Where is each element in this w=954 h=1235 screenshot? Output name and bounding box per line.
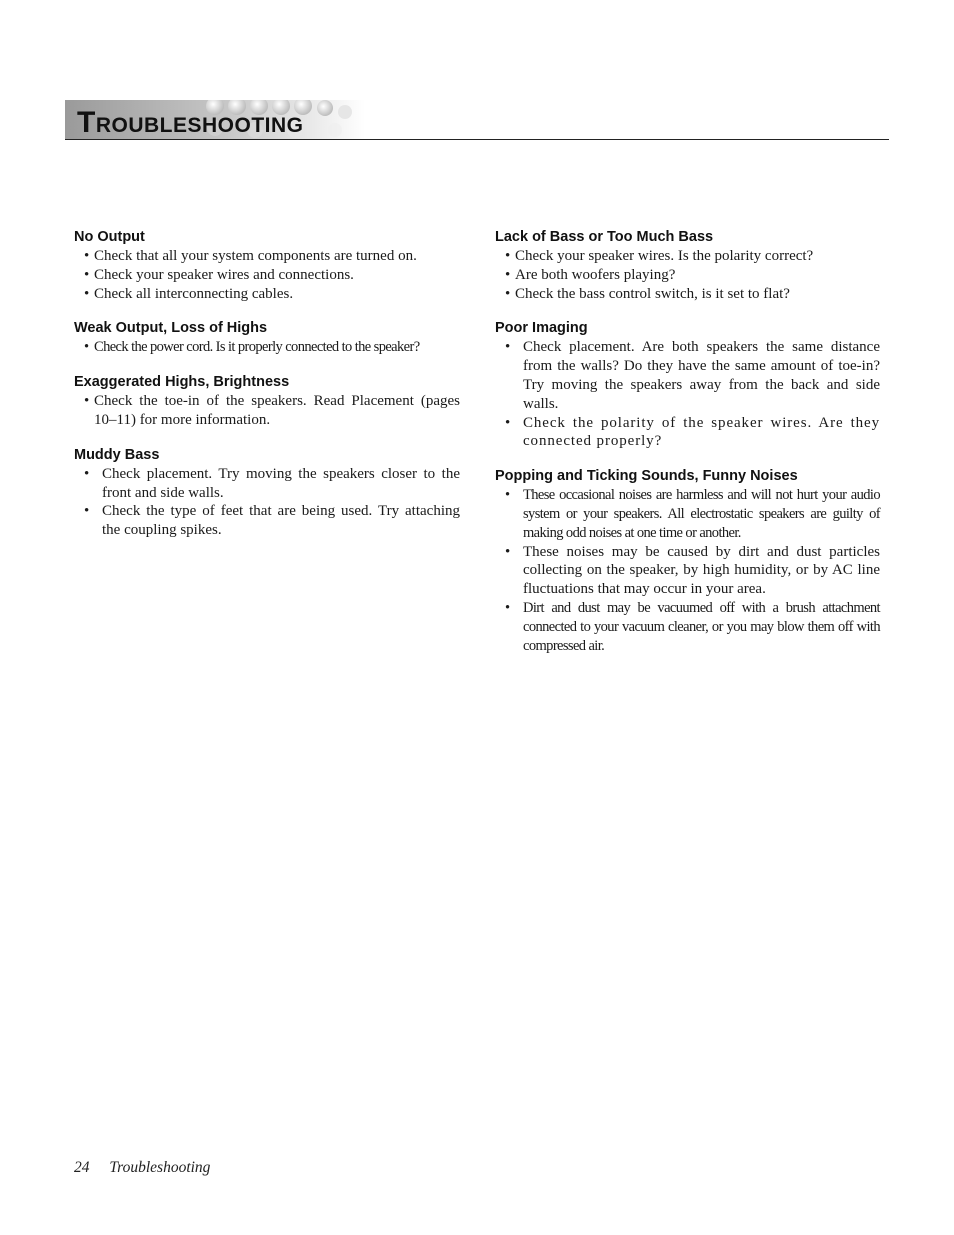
section-popping-ticking xyxy=(495,467,880,655)
bullet-list xyxy=(495,247,880,303)
section-exaggerated-highs xyxy=(74,373,460,430)
bullet-list xyxy=(495,338,880,451)
page-title: Troubleshooting xyxy=(77,106,304,139)
section-weak-output xyxy=(74,319,460,357)
footer-section-name: Troubleshooting xyxy=(109,1159,211,1176)
bullet-item: • These occasional noises are harmless and will not hurt your audio system or your speakers. All electrostatic speakers are guilty of making odd noises at one time or another. xyxy=(495,486,880,542)
section-heading: Popping and Ticking Sounds, Funny Noises xyxy=(495,468,798,485)
bullet-item: • Check your speaker wires. Is the polarity correct? xyxy=(495,247,880,266)
section-no-output xyxy=(74,228,460,303)
bullet-item: • Check your speaker wires and connections. xyxy=(74,266,460,285)
section-heading: Poor Imaging xyxy=(495,320,588,337)
section-heading: Lack of Bass or Too Much Bass xyxy=(495,229,714,245)
section-heading: Weak Output, Loss of Highs xyxy=(74,320,268,337)
bullet-list xyxy=(74,465,460,540)
bullet-item: • Check the type of feet that are being used. Try attaching the coupling spikes. xyxy=(74,502,460,540)
bullet-item: • Check that all your system components are turned on. xyxy=(74,247,460,266)
section-lack-of-bass xyxy=(495,228,880,303)
bullet-item: • Check placement. Try moving the speakers closer to the front and side walls. xyxy=(74,465,460,503)
bullet-item: • Are both woofers playing? xyxy=(495,266,880,285)
page-number: 24 xyxy=(74,1159,90,1176)
bullet-list xyxy=(74,338,460,357)
section-poor-imaging xyxy=(495,319,880,451)
bullet-list xyxy=(74,392,460,430)
header-rule xyxy=(65,139,889,140)
bullet-item: • Check the power cord. Is it properly connected to the speaker? xyxy=(74,338,460,357)
bullet-list xyxy=(495,486,880,655)
bullet-item: • Check all interconnecting cables. xyxy=(74,285,460,304)
bullet-item: • These noises may be caused by dirt and dust particles collecting on the speaker, by high humidity, or by AC line fluctuations that may occur in your area. xyxy=(495,543,880,599)
section-heading: Exaggerated Highs, Brightness xyxy=(74,374,290,391)
right-column xyxy=(495,228,880,671)
left-column xyxy=(74,228,460,556)
section-heading: Muddy Bass xyxy=(74,446,160,463)
bullet-item: • Check the toe-in of the speakers. Read Placement (pages 10–11) for more information. xyxy=(74,392,460,430)
bullet-list xyxy=(74,247,460,303)
bullet-item: • Check the polarity of the speaker wires. Are they connected properly? xyxy=(495,414,880,452)
bullet-item: • Check placement. Are both speakers the same distance from the walls? Do they have the same amount of toe-in? Try moving the speakers away from the back and side walls. xyxy=(495,338,880,413)
section-muddy-bass xyxy=(74,446,460,540)
page-footer xyxy=(74,1159,210,1177)
bullet-item: • Dirt and dust may be vacuumed off with a brush attachment connected to your vacuum cleaner, or you may blow them off with compressed air. xyxy=(495,599,880,655)
page-header xyxy=(65,100,889,142)
section-heading: No Output xyxy=(74,229,145,245)
bullet-item: • Check the bass control switch, is it set to flat? xyxy=(495,285,880,304)
